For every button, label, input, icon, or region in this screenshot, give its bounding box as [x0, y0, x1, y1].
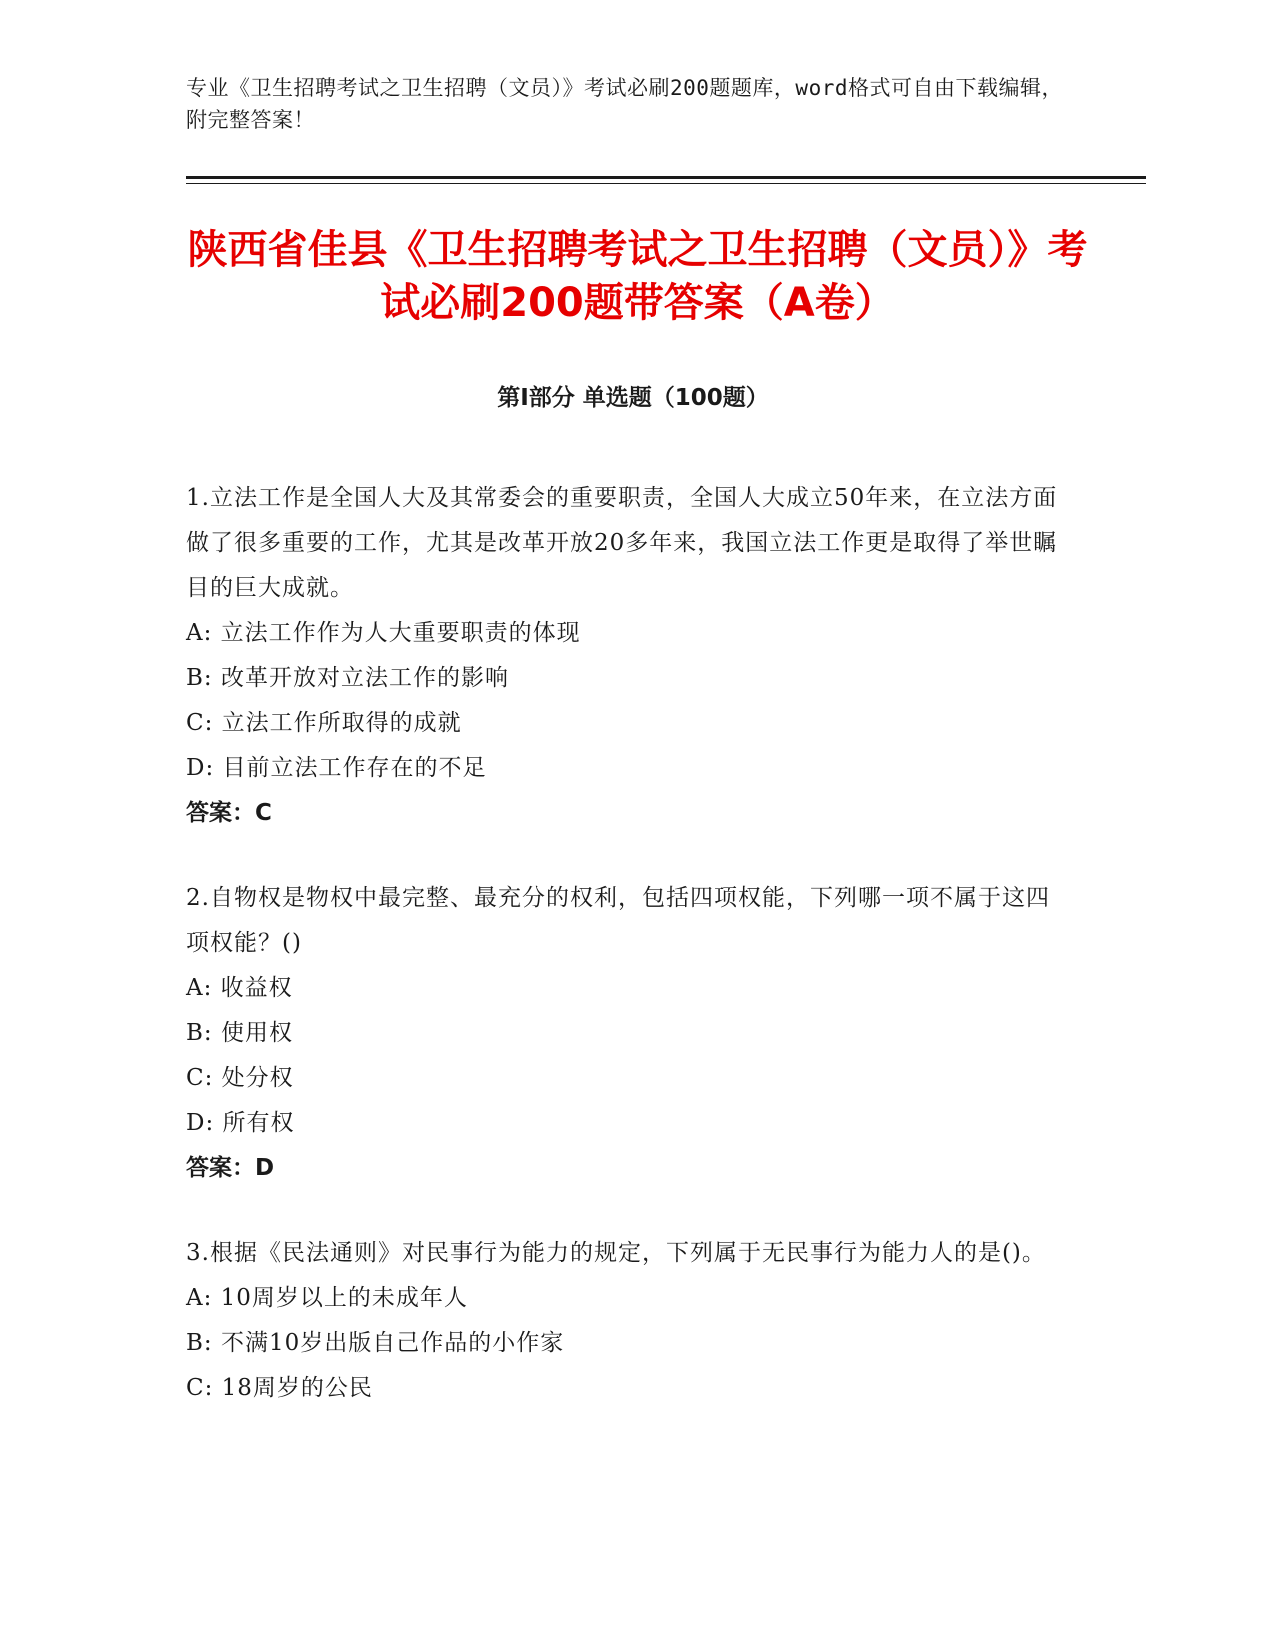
question-item — [186, 876, 1066, 1191]
section-title: 第Ⅰ部分 单选题（100题） — [497, 385, 769, 411]
question-text: 1.立法工作是全国人大及其常委会的重要职责，全国人大成立50年来，在立法方面做了很多重要的工作，尤其是改革开放20多年来，我国立法工作更是取得了举世瞩目的巨大成就。 — [186, 485, 1058, 601]
header-divider-thin — [186, 183, 1146, 184]
answer-label: 答案：D — [186, 1155, 275, 1181]
answer-label: 答案：C — [186, 800, 272, 826]
option-c: C: 18周岁的公民 — [186, 1375, 373, 1401]
question-list — [186, 476, 1066, 1451]
option-d: D: 目前立法工作存在的不足 — [186, 755, 487, 781]
option-c: C: 处分权 — [186, 1065, 294, 1091]
question-text: 3.根据《民法通则》对民事行为能力的规定，下列属于无民事行为能力人的是()。 — [186, 1240, 1046, 1266]
option-b: B: 不满10岁出版自己作品的小作家 — [186, 1330, 565, 1356]
option-a: A: 10周岁以上的未成年人 — [186, 1285, 468, 1311]
option-c: C: 立法工作所取得的成就 — [186, 710, 462, 736]
question-item — [186, 476, 1066, 836]
header-note: 专业《卫生招聘考试之卫生招聘（文员）》考试必刷200题题库，word格式可自由下载编辑，附完整答案！ — [186, 76, 1063, 132]
option-d: D: 所有权 — [186, 1110, 295, 1136]
option-a: A: 立法工作作为人大重要职责的体现 — [186, 620, 581, 646]
question-text: 2.自物权是物权中最完整、最充分的权利，包括四项权能，下列哪一项不属于这四项权能？() — [186, 885, 1050, 956]
header-divider-thick — [186, 176, 1146, 179]
option-a: A: 收益权 — [186, 975, 293, 1001]
document-title: 陕西省佳县《卫生招聘考试之卫生招聘（文员）》考试必刷200题带答案（A卷） — [187, 227, 1088, 326]
question-item — [186, 1231, 1066, 1411]
option-b: B: 使用权 — [186, 1020, 293, 1046]
option-b: B: 改革开放对立法工作的影响 — [186, 665, 509, 691]
